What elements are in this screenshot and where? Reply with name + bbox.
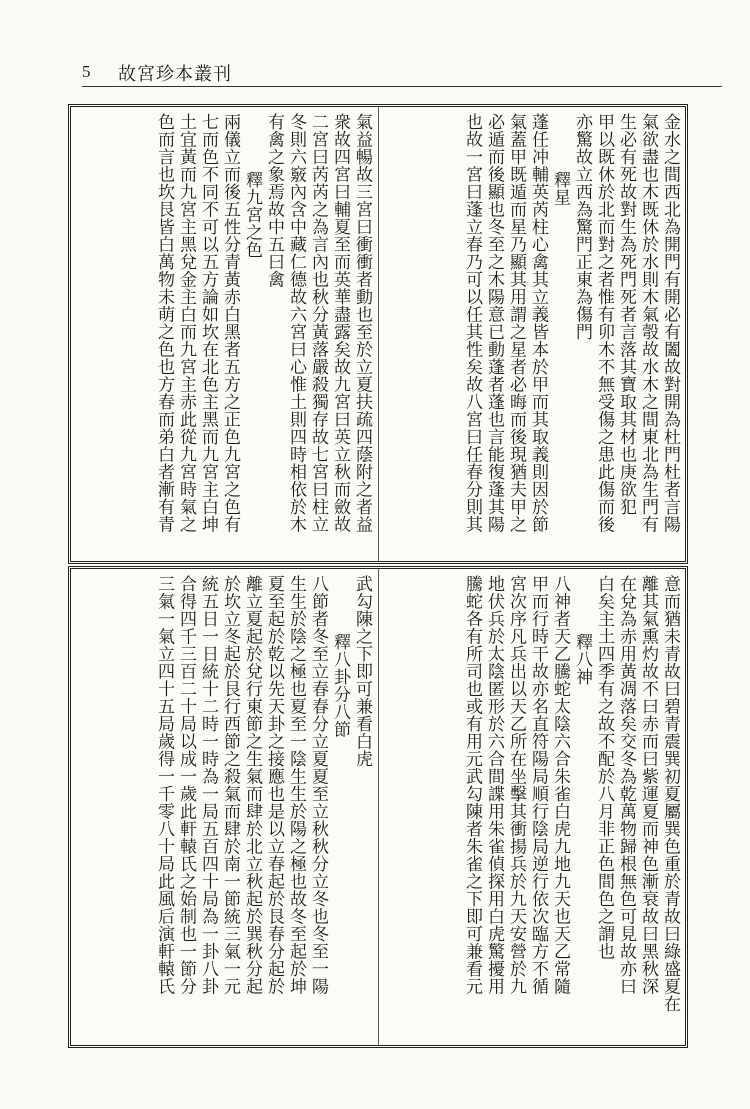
text-column: 色而言也坎艮皆白萬物未萌之色也方春而弟白者漸有青 xyxy=(154,113,174,533)
top-left-page xyxy=(77,113,373,555)
text-column: 離其氣熏灼故不曰赤而曰紫運夏而神色漸衰故曰黑秋深 xyxy=(638,575,658,995)
top-right-page xyxy=(385,113,681,555)
text-column: 於坎立冬起於艮行西節之殺氣而肆於南一節統三氣一元 xyxy=(220,575,240,995)
text-column: 有禽之象焉故中五曰禽 xyxy=(264,113,284,288)
bottom-right-page xyxy=(385,575,681,1039)
text-column: 武勾陳之下即可兼看白虎 xyxy=(352,575,372,768)
text-column: 氣蓋甲既遁而星乃顯其用謂之星者必晦而後現猶夫甲之 xyxy=(506,113,526,533)
header-rule xyxy=(82,86,722,87)
page-number: 5 xyxy=(82,62,91,81)
text-column: 三氣一氣立四十五局歲得一千零八十局此風后演軒轅氏 xyxy=(154,575,174,995)
text-column: 合得四千三百二十局以成一歲此軒轅氏之始制也一節分 xyxy=(176,575,196,995)
text-column: 也故一宮曰蓬立春乃可以任其性矣故八宮曰任春分則其 xyxy=(462,113,482,533)
section-heading: 釋星 xyxy=(550,171,570,206)
text-column: 蓬任冲輔英芮柱心禽其立義皆本於甲而其取義則因於節 xyxy=(528,113,548,533)
text-column: 統五日一日統十二時一時為一局五百四十局為一卦八卦 xyxy=(198,575,218,995)
text-column: 意而猶未青故曰碧青震巽初夏屬巽色重於青故曰綠盛夏在 xyxy=(660,575,680,1013)
bottom-left-page xyxy=(77,575,373,1039)
book-title: 故宮珍本叢刊 xyxy=(118,64,232,85)
text-column: 白矣主土四季有之故不配於八月非正色間色之謂也 xyxy=(594,575,614,960)
text-column: 甲以既休於北而對之者惟有卯木不無受傷之患此傷而後 xyxy=(594,113,614,533)
text-column: 生必有死故對生為死門死者言落其寶取其材也庚欲犯 xyxy=(616,113,636,516)
text-column: 金水之間西北為開門有開必有闔故對開為杜門杜者言陽 xyxy=(660,113,680,533)
bottom-folio-panel xyxy=(68,566,688,1048)
text-column: 衆故四宮曰輔夏至而英華盡露矣故九宮曰英立秋而斂故 xyxy=(330,113,350,533)
text-column: 生生於陰之極也夏至一陰生生於陽之極也故冬至起於坤 xyxy=(286,575,306,995)
top-folio-panel xyxy=(68,104,688,564)
text-column: 亦驚故立西為驚門正東為傷門 xyxy=(572,113,592,341)
text-column: 七而色不同不可以五方論如坎在北色主黑而九宮主白坤 xyxy=(198,113,218,533)
text-column: 氣欲盡也木既休於水則木氣彀故水木之間東北為生門有 xyxy=(638,113,658,533)
text-column: 必遁而後顯也冬至之木陽意已動蓬者蓬也言能復蓬其陽 xyxy=(484,113,504,533)
text-column: 土宜黃而九宮主黑兌金主白而九宮主赤此從九宮時氣之 xyxy=(176,113,196,533)
text-column: 宮次序凡兵出以天乙所在坐擊其衝揚兵於九天安營於九 xyxy=(506,575,526,995)
text-column: 離立夏起於兌行東節之生氣而肆於北立秋起於巽秋分起 xyxy=(242,575,262,995)
text-column: 二宮曰芮芮之為言內也秋分黃落嚴殺獨存故七宮曰柱立 xyxy=(308,113,328,533)
text-column: 夏至起於乾以先天卦之接應也是以立春起於艮春分起於 xyxy=(264,575,284,995)
text-column: 騰蛇各有所司也或有用元武勾陳者朱雀之下即可兼看元 xyxy=(462,575,482,995)
text-column: 兩儀立而後五性分青黃赤白黑者五方之正色九宮之色有 xyxy=(220,113,240,533)
text-column: 冬則六竅內含中藏仁德故六宮曰心惟土則四時相依於木 xyxy=(286,113,306,533)
section-heading: 釋八卦分八節 xyxy=(330,633,350,738)
section-heading: 釋八神 xyxy=(572,633,592,686)
page-header xyxy=(82,58,722,88)
text-column: 八節者冬至立春春分立夏夏至立秋秋分立冬也冬至一陽 xyxy=(308,575,328,995)
section-heading: 釋九宮之色 xyxy=(242,171,262,259)
text-column: 氣益暢故三宮曰衝衝者動也至於立夏扶疏四蔭附之者益 xyxy=(352,113,372,533)
text-column: 在兌為赤用黃凋落矣交冬為乾萬物歸根無色可見故亦曰 xyxy=(616,575,636,995)
center-fold xyxy=(378,107,379,561)
center-fold xyxy=(378,569,379,1045)
text-column: 八神者天乙騰蛇太陰六合朱雀白虎九地九天也天乙常隨 xyxy=(550,575,570,995)
text-column: 地伏兵於太陰匿形於六合間諜用朱雀偵探用白虎驚擾用 xyxy=(484,575,504,995)
text-column: 甲而行時干故亦名直符陽局順行陰局逆行依次臨方不循 xyxy=(528,575,548,995)
